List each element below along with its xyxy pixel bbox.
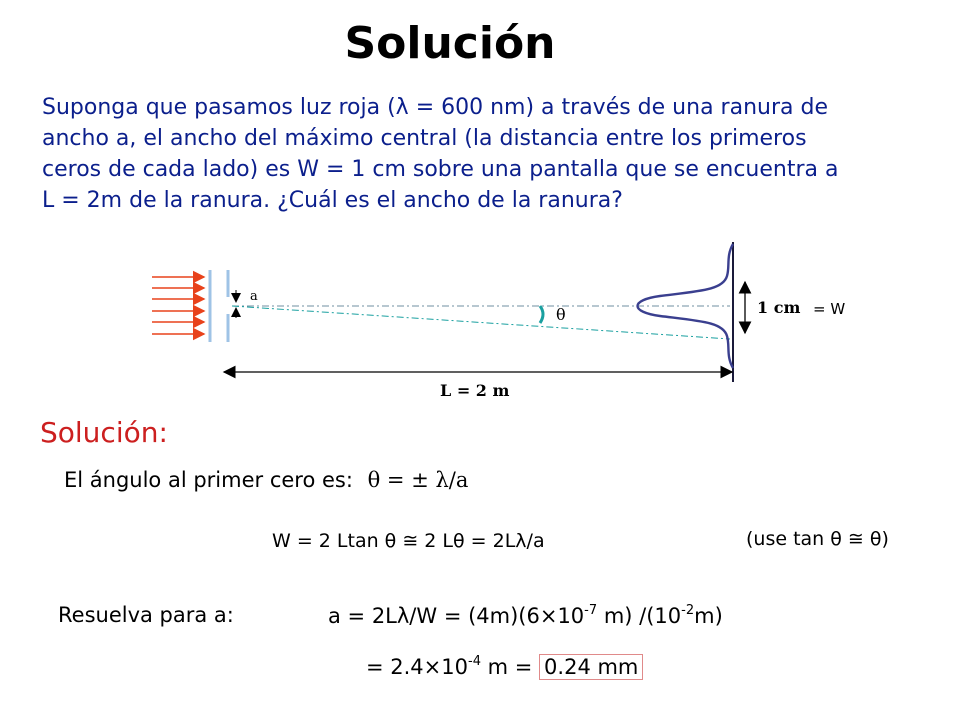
slit-label: a xyxy=(250,289,258,304)
angle-formula: θ = ± λ/a xyxy=(367,468,469,492)
angle-statement xyxy=(64,468,468,492)
small-angle-hint: (use tan θ ≅ θ) xyxy=(746,528,889,550)
result-mid: m = xyxy=(480,655,540,679)
solution-heading: Solución: xyxy=(40,416,168,449)
solve-label: Resuelva para a: xyxy=(58,603,234,627)
first-zero-ray xyxy=(232,306,730,339)
problem-line-1: Suponga que pasamos luz roja (λ = 600 nm) a través de una ranura de xyxy=(42,95,828,120)
distance-label: L = 2 m xyxy=(440,381,510,400)
problem-line-4: L = 2m de la ranura. ¿Cuál es el ancho de la ranura? xyxy=(42,188,623,213)
solve-equation xyxy=(328,603,723,628)
angle-label: θ xyxy=(556,305,566,324)
incident-light-arrows xyxy=(152,277,204,334)
width-eq: = W xyxy=(813,300,846,318)
page-title: Solución xyxy=(344,18,556,69)
solve-eq-end: m) xyxy=(694,604,723,628)
solve-exp-1: -7 xyxy=(584,603,598,618)
final-answer-box: 0.24 mm xyxy=(539,654,643,680)
solve-eq-start: a = 2Lλ/W = (4m)(6×10 xyxy=(328,604,585,628)
result-equation xyxy=(366,654,643,679)
result-exp: -4 xyxy=(468,654,481,669)
angle-arc xyxy=(540,306,543,323)
problem-line-2: ancho a, el ancho del máximo central (la distancia entre los primeros xyxy=(42,126,807,151)
result-start: = 2.4×10 xyxy=(366,655,468,679)
problem-line-3: ceros de cada lado) es W = 1 cm sobre una pantalla que se encuentra a xyxy=(42,157,839,182)
solve-exp-2: -2 xyxy=(681,603,695,618)
w-equation: W = 2 Ltan θ ≅ 2 Lθ = 2Lλ/a xyxy=(272,530,545,552)
width-label: 1 cm xyxy=(757,298,801,317)
slit-barrier xyxy=(210,270,228,342)
angle-text: El ángulo al primer cero es: xyxy=(64,468,353,492)
solve-eq-mid: m) /(10 xyxy=(597,604,682,628)
